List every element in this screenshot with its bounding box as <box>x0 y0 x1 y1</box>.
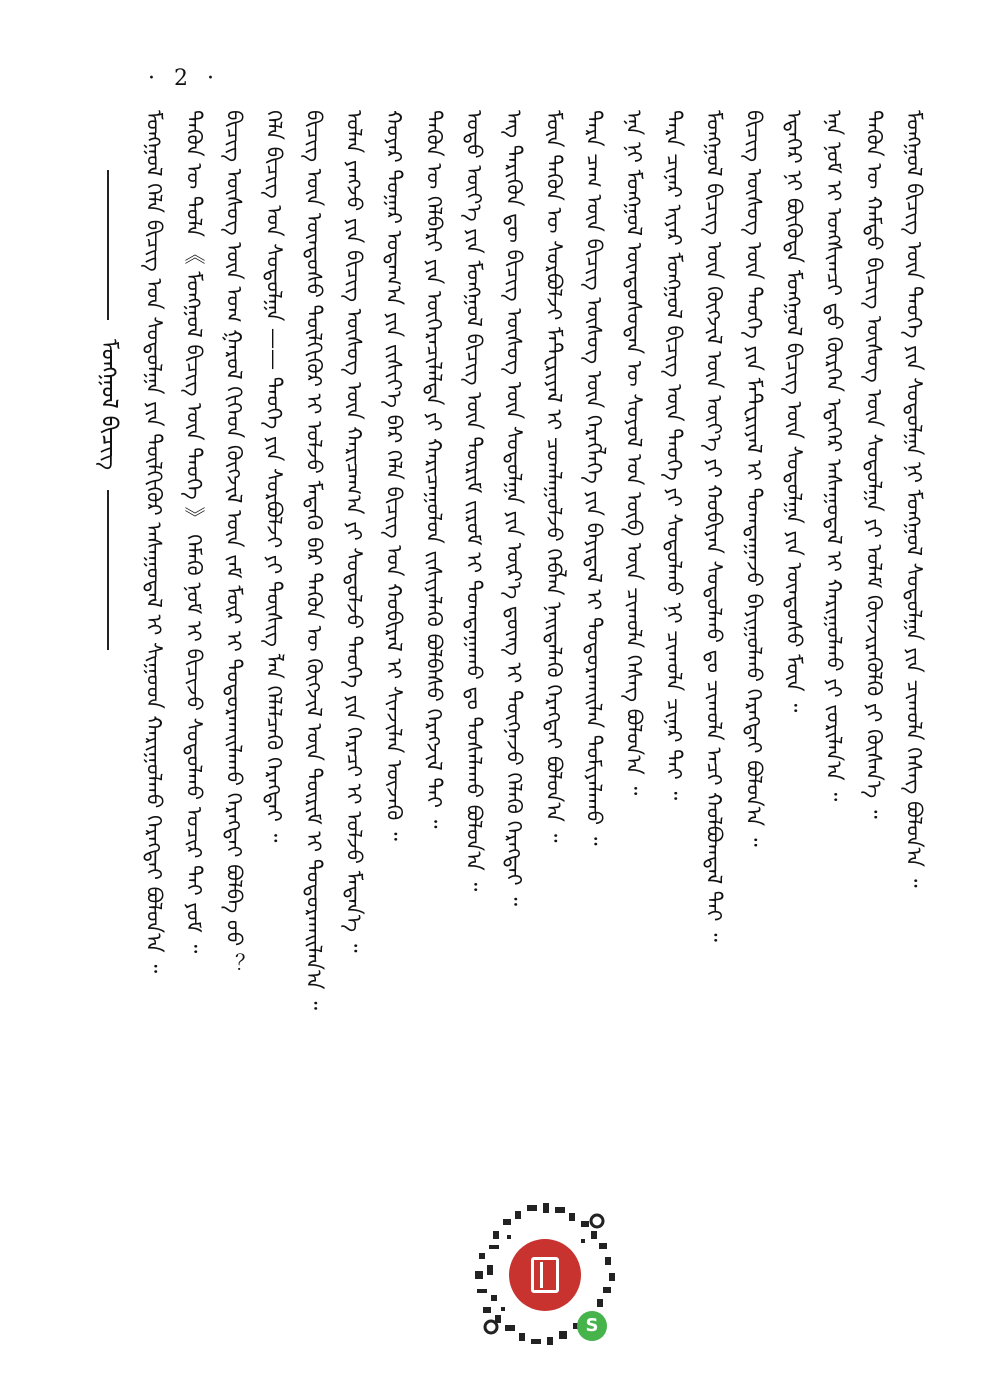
text-column: ᠡᠨᠡ ᠨᠣᠮ ᠢ ᠤᠩᠰᠢᠭᠴᠢ ᠳ᠋ᠤ ᠬᠦᠷᠭᠡᠨ ᠡᠳᠡᠭᠡᠷ ᠠᠰᠠᠭᠤᠳᠠᠯ ᠢ ᠬᠠᠷᠢᠭᠤᠯᠬᠤ ᠶᠢ ᠵᠣᠷᠢᠯᠠᠨ᠎ᠠ ᠃ <box>822 110 846 802</box>
running-head-rule-top <box>107 170 109 320</box>
text-column: ᠪᠢᠴᠢᠭ ᠦᠰᠦᠭ ᠦᠨ ᠤᠭ ᠭᠠᠷᠤᠯ ᠬᠢᠭᠡᠳ ᠬᠥᠭᠵᠢᠯ ᠦᠨ ᠵᠠᠮ ᠮᠥᠷ ᠢ ᠲᠣᠳᠣᠷᠬᠠᠢᠯᠠᠬᠤ ᠬᠡᠷᠡᠭᠲᠡᠢ ᠪᠣᠯᠪᠠ ᠤᠤ ？ <box>222 110 246 974</box>
text-column: ᠲᠡᠭᠦᠨ ᠦ ᠲᠤᠯᠠ 《 ᠮᠣᠩᠭᠣᠯ ᠪᠢᠴᠢᠭ ᠦᠨ ᠲᠡᠦᠬᠡ 》 ᠬᠡᠮᠡᠬᠦ ᠨᠣᠮ ᠢ ᠪᠢᠴᠢᠵᠦ ᠰᠤᠳᠤᠯᠬᠤ ᠤᠴᠢᠷ ᠲᠠᠢ ᠶᠤᠮ ᠃ <box>182 110 206 954</box>
text-column: ᠲᠡᠭᠦᠨ ᠦ ᠬᠡᠯᠪᠡᠷᠢ ᠶᠢᠨ ᠥᠭᠡᠷᠡᠴᠢᠯᠡᠯᠲᠡ ᠶᠢ ᠬᠠᠷᠢᠴᠠᠭᠤᠯᠤᠨ ᠵᠢᠱᠢᠶᠡᠯᠡᠬᠦ ᠪᠣᠯᠪᠠᠰᠤ ᠬᠡᠷᠡᠭᠵᠢᠯ ᠲᠡᠢ ᠃ <box>422 110 446 829</box>
text-column: ᠡᠩ ᠲᠡᠷᠢᠭᠦᠨ ᠳᠦ ᠪᠢᠴᠢᠭ ᠦᠰᠦᠭ ᠦᠨ ᠰᠤᠳᠤᠯᠭᠠ ᠶᠢᠨ ᠦᠷ᠎ᠡ ᠳ᠋ᠦᠩ ᠢ ᠳᠦᠭᠨᠡᠵᠦ ᠬᠡᠯᠡᠬᠦ ᠬᠡᠷᠡᠭᠲᠡᠢ ᠃ <box>502 110 526 906</box>
running-head-title: ᠮᠣᠩᠭᠣᠯ ᠪᠢᠴᠢᠭ <box>96 339 121 471</box>
text-column: ᠲᠡᠷᠡ ᠴᠠᠭ ᠦᠨ ᠪᠢᠴᠢᠭ ᠦᠰᠦᠭ ᠦᠨ ᠬᠡᠷᠡᠭᠯᠡᠭᠡ ᠶᠢᠨ ᠪᠠᠶᠢᠳᠠᠯ ᠢ ᠲᠣᠳᠣᠷᠬᠠᠢᠯᠠᠨ ᠲᠣᠮᠢᠶᠠᠯᠠᠬᠤ ᠃ <box>582 110 606 846</box>
wechat-mini-program-icon: S <box>577 1311 607 1341</box>
book-logo-icon <box>509 1239 581 1311</box>
qr-code[interactable] <box>465 1195 625 1355</box>
running-head <box>86 150 130 650</box>
text-column: ᠣᠯᠠᠨ ᠶᠠᠩᠵᠤ ᠶᠢᠨ ᠪᠢᠴᠢᠭ ᠦᠰᠦᠭ ᠦᠨ ᠬᠠᠷᠢᠴᠠᠭ᠎ᠠ ᠶᠢ ᠰᠤᠳᠤᠯᠵᠤ ᠲᠡᠦᠬᠡ ᠶᠢᠨ ᠭᠡᠷᠡᠴᠢ ᠢ ᠣᠯᠵᠤ ᠮᠡᠳᠡᠨ᠎ᠡ ᠃ <box>342 110 366 953</box>
text-column: ᠡᠨᠡ ᠨᠢ ᠮᠣᠩᠭᠣᠯ ᠦᠨᠳᠦᠰᠦᠲᠡᠨ ᠦ ᠰᠣᠶᠣᠯ ᠤᠨ ᠥᠪ ᠦᠨ ᠴᠢᠬᠤᠯᠠ ᠬᠡᠰᠡᠭ ᠪᠣᠯᠣᠨ᠎ᠠ ᠃ <box>622 110 646 796</box>
text-column: ᠮᠣᠩᠭᠣᠯ ᠬᠡᠯᠡ ᠪᠢᠴᠢᠭ ᠤᠨ ᠰᠤᠳᠤᠯᠭᠠ ᠶᠢᠨ ᠲᠦᠯᠬᠢᠭᠦᠷ ᠠᠰᠠᠭᠤᠳᠠᠯ ᠢ ᠰᠢᠭᠤᠳ ᠬᠠᠷᠢᠭᠤᠯᠬᠤ ᠬᠡᠷᠡᠭᠲᠡᠢ ᠪᠣᠯᠣᠨ᠎ᠠ ᠃ <box>142 110 166 974</box>
text-column: ᠲᠡᠭᠦᠨ ᠦ ᠬᠠᠮᠲᠤ ᠪᠢᠴᠢᠭ ᠦᠰᠦᠭ ᠦᠨ ᠰᠤᠳᠤᠯᠭᠠ ᠶᠢ ᠤᠯᠠᠮ ᠭᠦᠨᠵᠢᠷᠡᠭᠦᠯᠬᠦ ᠶᠢ ᠬᠦᠰᠡᠨ᠎ᠡ ᠃ <box>862 110 886 819</box>
text-column: ᠮᠣᠩᠭᠣᠯ ᠪᠢᠴᠢᠭ ᠦᠨ ᠲᠡᠦᠬᠡ ᠶᠢᠨ ᠰᠤᠳᠤᠯᠭᠠ ᠨᠢ ᠮᠣᠩᠭᠣᠯ ᠰᠤᠳᠤᠯᠭᠠ ᠶᠢᠨ ᠴᠢᠬᠤᠯᠠ ᠬᠡᠰᠡᠭ ᠪᠣᠯᠣᠨ᠎ᠠ ᠃ <box>902 110 926 888</box>
running-head-rule-bottom <box>107 490 109 650</box>
text-column: ᠮᠣᠩᠭᠣᠯ ᠪᠢᠴᠢᠭ ᠦᠨ ᠬᠥᠭᠵᠢᠯ ᠦᠨ ᠦᠢ᠎ᠡ ᠶᠢ ᠬᠤᠪᠢᠶᠠᠨ ᠰᠤᠳᠤᠯᠬᠤ ᠳᠤ ᠴᠢᠬᠤᠯᠠ ᠠᠴᠢ ᠬᠣᠯᠪᠣᠭᠳᠠᠯ ᠲᠠᠢ ᠃ <box>702 110 726 942</box>
body-text <box>136 110 946 1290</box>
text-column: ᠬᠡᠯᠡ ᠪᠢᠴᠢᠭ ᠤᠨ ᠰᠤᠳᠤᠯᠭᠠ —— ᠲᠡᠦᠬᠡ ᠶᠢᠨ ᠰᠤᠷᠪᠤᠯᠵᠢ ᠶᠢ ᠲᠦᠰᠢᠭ ᠯᠡᠨ ᠬᠡᠯᠡᠯᠴᠡᠬᠦ ᠬᠡᠷᠡᠭᠲᠡᠢ ᠃ <box>262 110 286 843</box>
text-column: ᠣᠳᠣ ᠦᠶ᠎ᠡ ᠶᠢᠨ ᠮᠣᠩᠭᠣᠯ ᠪᠢᠴᠢᠭ ᠦᠨ ᠳᠦᠷᠢᠮ ᠵᠢᠷᠤᠮ ᠢ ᠲᠣᠭᠲᠠᠭᠠᠬᠤ ᠳᠤ ᠲᠤᠰᠠᠯᠠᠬᠤ ᠪᠣᠯᠤᠨ᠎ᠠ ᠃ <box>462 110 486 892</box>
text-column: ᠲᠡᠷᠡ ᠴᠢᠨᠠᠷ ᠢᠶᠠᠷ ᠮᠣᠩᠭᠣᠯ ᠪᠢᠴᠢᠭ ᠦᠨ ᠲᠡᠦᠬᠡ ᠶᠢ ᠰᠤᠳᠤᠯᠬᠤ ᠨᠢ ᠴᠢᠬᠤᠯᠠ ᠴᠢᠨᠠᠷ ᠲᠠᠢ ᠃ <box>662 110 686 801</box>
page-number: · 2 · <box>148 66 220 91</box>
text-column: ᠮᠥᠨ ᠲᠡᠭᠦᠨ ᠦ ᠰᠤᠷᠪᠤᠯᠵᠢ ᠮᠠᠲᠧᠷᠢᠶᠠᠯ ᠢ ᠴᠤᠭᠯᠠᠭᠤᠯᠵᠤ ᠬᠡᠪᠯᠡᠨ ᠨᠡᠢᠲᠡᠯᠡᠬᠦ ᠬᠡᠷᠡᠭᠲᠡᠢ ᠪᠣᠯᠤᠨ᠎ᠠ ᠃ <box>542 110 566 843</box>
text-column: ᠪᠢᠴᠢᠭ ᠦᠰᠦᠭ ᠦᠨ ᠲᠡᠦᠬᠡ ᠶᠢᠨ ᠮᠠᠲᠧᠷᠢᠶᠠᠯ ᠢ ᠲᠣᠭᠲᠠᠭᠠᠵᠤ ᠪᠠᠶᠢᠭᠤᠯᠬᠤ ᠬᠡᠷᠡᠭᠲᠡᠢ ᠪᠣᠯᠤᠨ᠎ᠠ ᠃ <box>742 110 766 847</box>
text-column: ᠬᠣᠶᠠᠷ ᠳᠤᠭᠠᠷ ᠤᠳᠠᠭ᠎ᠠ ᠶᠢᠨ ᠵᠢᠱᠢᠶ᠎ᠡ ᠪᠡᠷ ᠬᠡᠯᠡ ᠪᠢᠴᠢᠭ ᠤᠨ ᠬᠤᠪᠢᠷᠠᠯ ᠢ ᠰᠢᠨᠵᠢᠯᠡᠨ ᠦᠵᠡᠬᠦ ᠃ <box>382 110 406 841</box>
text-column: ᠪᠢᠴᠢᠭ ᠦᠨ ᠦᠨᠳᠦᠰᠦ ᠲᠦᠯᠬᠢᠭᠦᠷ ᠢ ᠣᠯᠵᠤ ᠮᠡᠳᠡᠬᠦ ᠪᠡᠷ ᠲᠡᠭᠦᠨ ᠦ ᠬᠥᠭᠵᠢᠯ ᠦᠨ ᠳᠦᠷᠢᠮ ᠢ ᠲᠣᠳᠣᠷᠬᠠᠢᠯᠠᠨ᠎ᠠ ᠃ <box>302 110 326 1010</box>
text-column: ᠡᠳᠡᠭᠡᠷ ᠨᠢ ᠪᠦᠭᠦᠳᠡ ᠮᠣᠩᠭᠣᠯ ᠪᠢᠴᠢᠭ ᠦᠨ ᠰᠤᠳᠤᠯᠭᠠ ᠶᠢᠨ ᠦᠨᠳᠦᠰᠦ ᠮᠥᠨ ᠃ <box>782 110 806 713</box>
